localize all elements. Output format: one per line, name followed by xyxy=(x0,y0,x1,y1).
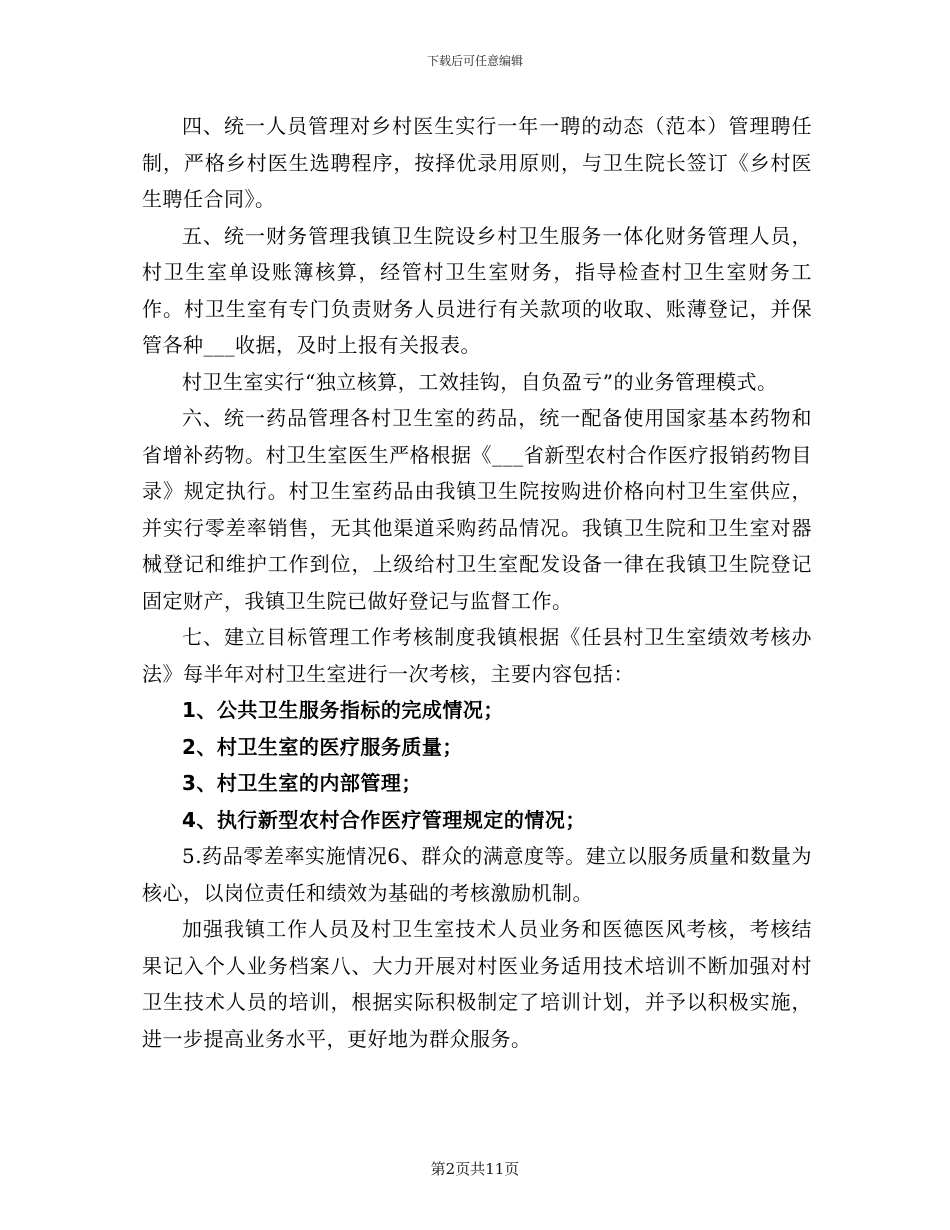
document-body xyxy=(142,108,812,1057)
page-header: 下载后可任意编辑 xyxy=(426,54,523,68)
page-number: 第2页共11页 xyxy=(430,1160,520,1178)
list-item-service-quality: 2、村卫生室的医疗服务质量； xyxy=(182,734,463,759)
paragraph-drug-management: 六、统一药品管理各村卫生室的药品，统一配备使用国家基本药物和省增补药物。村卫生室医生严格根据《___省新型农村合作医疗报销药物目录》规定执行。村卫生室药品由我镇卫生院按购进价格向村卫生室供应，并实行零差率销售，无其他渠道采购药品情况。我镇卫生院和卫生室对器械登记和维护工作到位，上级给村卫生室配发设备一律在我镇卫生院登记固定财产，我镇卫生院已做好登记与监督工作。 xyxy=(142,406,812,613)
paragraph-accounting-mode: 村卫生室实行“独立核算，工效挂钩，自负盈亏”的业务管理模式。 xyxy=(182,369,778,394)
list-item-insurance-rules: 4、执行新型农村合作医疗管理规定的情况； xyxy=(182,807,586,832)
paragraph-assessment-system: 七、建立目标管理工作考核制度我镇根据《任县村卫生室绩效考核办法》每半年对村卫生室进行一次考核，主要内容包括： xyxy=(142,625,812,686)
paragraph-staff-management: 四、统一人员管理对乡村医生实行一年一聘的动态（范本）管理聘任制，严格乡村医生选聘程序，按择优录用原则，与卫生院长签订《乡村医生聘任合同》。 xyxy=(142,114,812,211)
paragraph-incentive-mechanism: 5.药品零差率实施情况6、群众的满意度等。建立以服务质量和数量为核心，以岗位责任和绩效为基础的考核激励机制。 xyxy=(142,844,812,905)
list-item-internal-management: 3、村卫生室的内部管理； xyxy=(182,771,422,795)
paragraph-training: 加强我镇工作人员及村卫生室技术人员业务和医德医风考核，考核结果记入个人业务档案八、大力开展对村医业务适用技术培训不断加强对村卫生技术人员的培训，根据实际积极制定了培训计划，并予以积极实施，进一步提高业务水平，更好地为群众服务。 xyxy=(142,917,812,1051)
paragraph-finance-management: 五、统一财务管理我镇卫生院设乡村卫生服务一体化财务管理人员，村卫生室单设账簿核算，经管村卫生室财务，指导检查村卫生室财务工作。村卫生室有专门负责财务人员进行有关款项的收取、账薄登记，并保管各种___收据，及时上报有关报表。 xyxy=(142,223,812,357)
list-item-public-health: 1、公共卫生服务指标的完成情况； xyxy=(182,698,504,722)
